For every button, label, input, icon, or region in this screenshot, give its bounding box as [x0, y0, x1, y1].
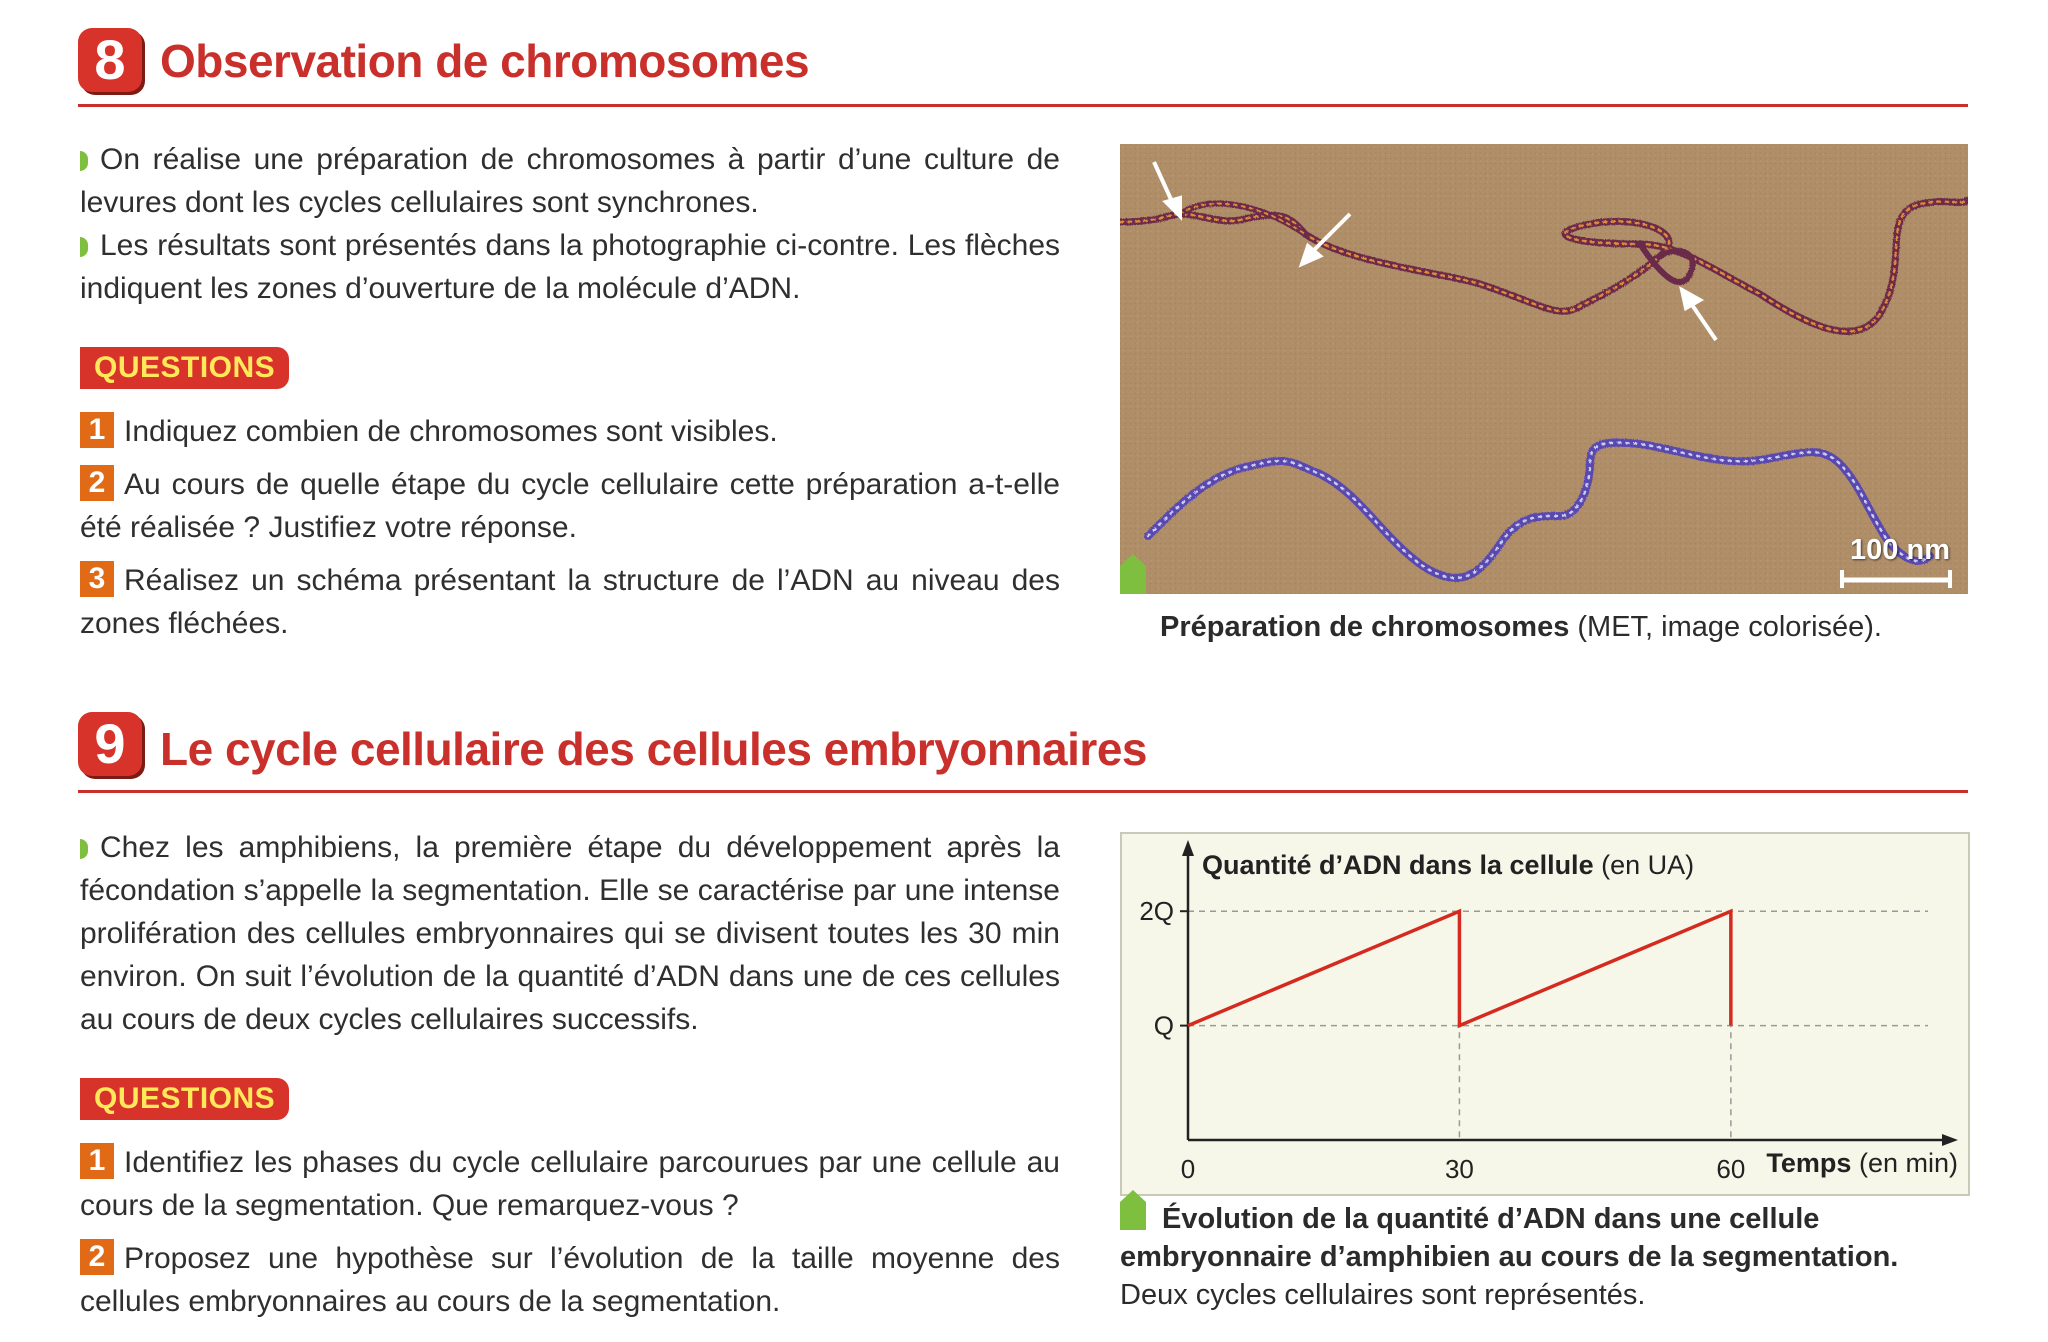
question-item: 2 Au cours de quelle étape du cycle cellulaire cette préparation a-t-elle été réalisée ? Justifiez votre réponse.	[80, 466, 1060, 544]
bullet-icon	[80, 839, 88, 859]
section-8-title: Observation de chromosomes	[160, 35, 810, 87]
chromosome-strand-upper	[1120, 200, 1968, 331]
section-9-questions-label: QUESTIONS	[80, 1078, 289, 1120]
bullet-icon	[80, 237, 88, 257]
section-9-intro: Chez les amphibiens, la première étape du développement après la fécondation s’appelle la segmentation. Elle se caractérise par une intense prolifération des cellules embryonnaires qui se divisent toutes les 30 min environ. On suit l’évolution de la quantité d’ADN dans une de ces cellules au cours de deux cycles cellulaires successifs.	[80, 831, 1060, 1036]
section-8-questions-label: QUESTIONS	[80, 347, 289, 389]
section-9-questions	[80, 1141, 1060, 1323]
y-axis-arrow-icon	[1182, 840, 1194, 856]
chromosome-micrograph	[1120, 144, 1968, 594]
section-8-intro	[80, 138, 1060, 310]
dna-quantity-chart	[1120, 832, 1970, 1196]
opening-zone-arrows	[1154, 162, 1716, 340]
question-item: 1 Identifiez les phases du cycle cellulaire parcourues par une cellule au cours de la segmentation. Que remarquez-vous ?	[80, 1144, 1060, 1222]
scale-bar-label: 100 nm	[1850, 534, 1950, 566]
section-9-number-badge: 9	[78, 712, 142, 776]
section-9-rule	[78, 790, 1968, 793]
x-tick-label: 0	[1180, 1154, 1196, 1184]
question-item: 3 Réalisez un schéma présentant la structure de l’ADN au niveau des zones fléchées.	[80, 562, 1060, 640]
chart-caption: Évolution de la quantité d’ADN dans une cellule embryonnaire d’amphibien au cours de la segmentation. Deux cycles cellulaires sont représentés.	[1120, 1203, 1899, 1311]
bullet-icon	[80, 151, 88, 171]
x-tick-label: 60	[1716, 1154, 1746, 1184]
dna-quantity-line	[1188, 911, 1731, 1025]
section-8-paragraph-2: Les résultats sont présentés dans la photographie ci-contre. Les flèches indiquent les zones d’ouverture de la molécule d’ADN.	[80, 229, 1060, 305]
x-axis-arrow-icon	[1942, 1134, 1958, 1146]
question-item: 1 Indiquez combien de chromosomes sont visibles.	[80, 410, 1060, 453]
section-8-number-badge: 8	[78, 28, 142, 92]
photo-caption: Préparation de chromosomes (MET, image colorisée).	[1160, 611, 1882, 643]
y-tick-label: Q	[1153, 1010, 1174, 1041]
x-tick-label: 30	[1444, 1154, 1474, 1184]
chromosome-strand-lower	[1148, 443, 1930, 578]
y-tick-label: 2Q	[1139, 896, 1174, 927]
y-axis-label: Quantité d’ADN dans la cellule (en UA)	[1202, 850, 1695, 880]
x-axis-label: Temps (en min)	[1766, 1148, 1958, 1178]
section-8-rule	[78, 104, 1968, 107]
chart-svg	[1122, 834, 1968, 1194]
section-9-title: Le cycle cellulaire des cellules embryonnaires	[160, 723, 1147, 775]
section-8-paragraph-1: On réalise une préparation de chromosomes à partir d’une culture de levures dont les cycles cellulaires sont synchrones.	[80, 143, 1060, 219]
question-item: 2 Proposez une hypothèse sur l’évolution de la taille moyenne des cellules embryonnaires au cours de la segmentation.	[80, 1240, 1060, 1318]
section-8-questions	[80, 410, 1060, 645]
chromosome-photo	[1120, 144, 1968, 594]
